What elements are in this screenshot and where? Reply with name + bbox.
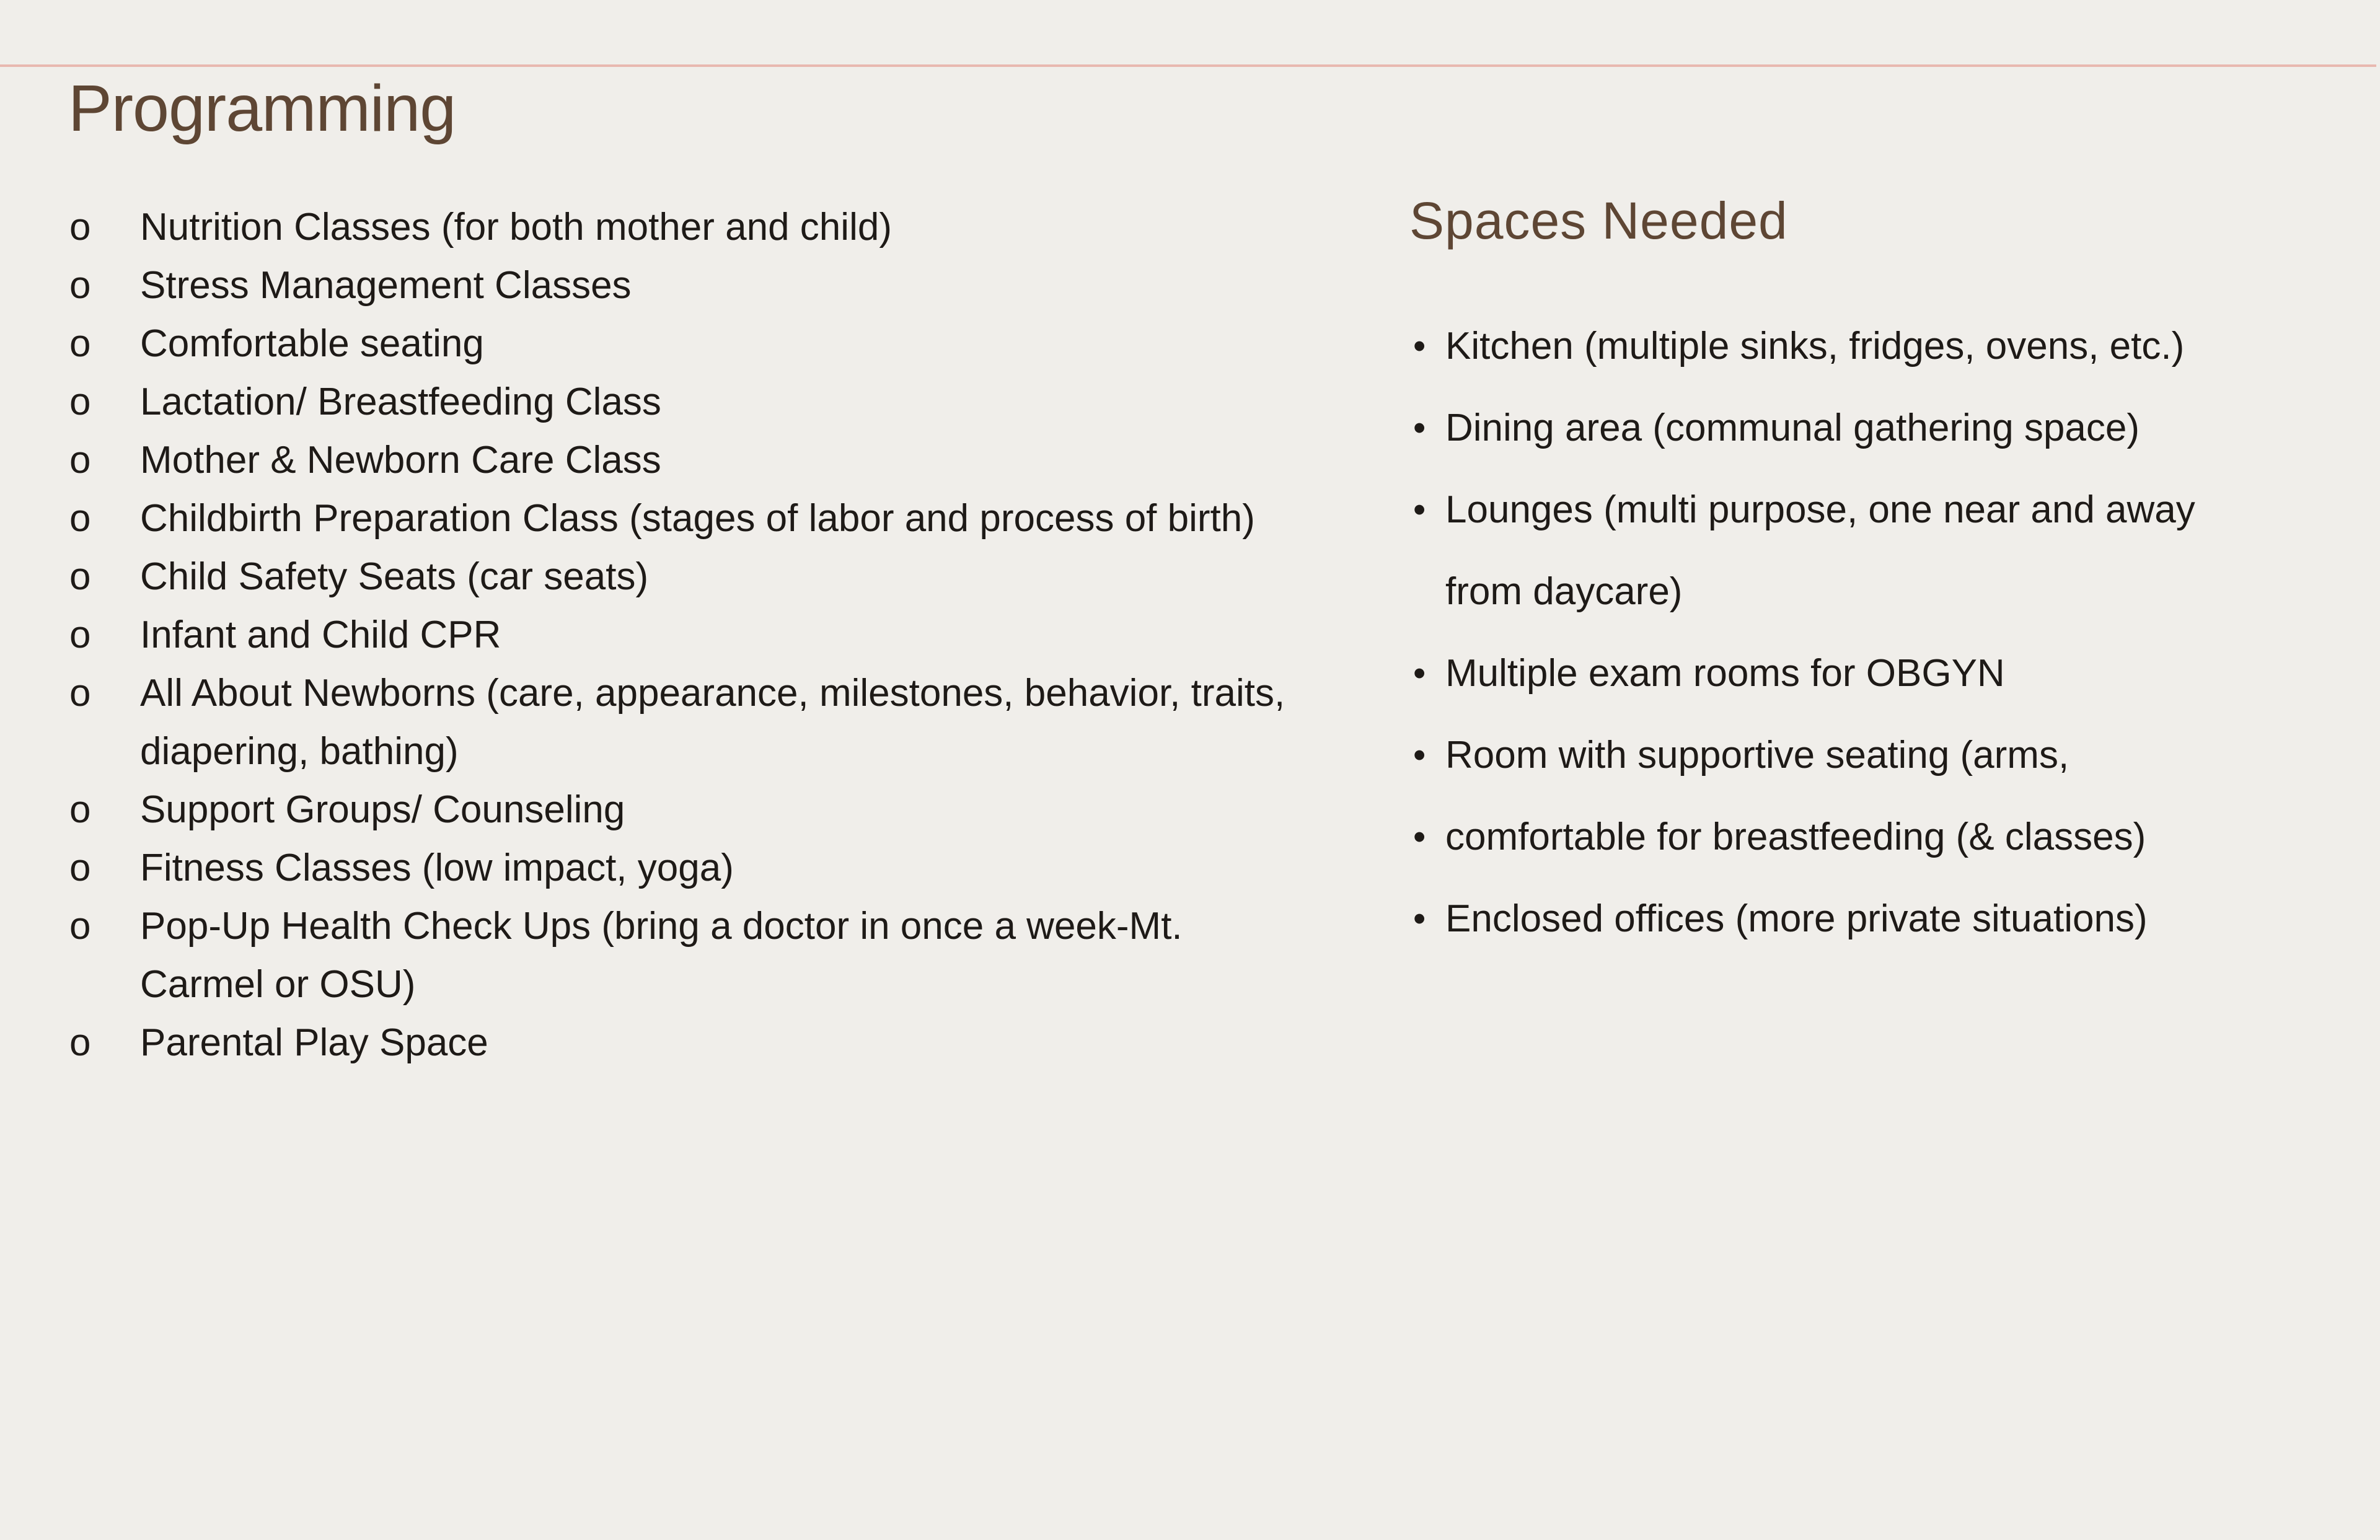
- bullet-icon: •: [1413, 735, 1426, 775]
- list-marker: o: [69, 788, 91, 831]
- bullet-icon: •: [1413, 326, 1426, 366]
- bullet-icon: •: [1413, 653, 1426, 693]
- programming-item: [69, 839, 1371, 897]
- programming-item: [69, 373, 1371, 431]
- list-marker: o: [69, 672, 91, 715]
- programming-item-text: Pop-Up Health Check Ups (bring a doctor in once a week-Mt. Carmel or OSU): [140, 905, 1183, 1006]
- programming-item-text: Lactation/ Breastfeeding Class: [140, 381, 661, 423]
- list-marker: o: [69, 847, 91, 889]
- list-marker: o: [69, 439, 91, 482]
- top-divider-line: [0, 64, 2376, 67]
- programming-item: [69, 548, 1371, 606]
- spaces-item: [1413, 633, 2343, 715]
- list-marker: o: [69, 497, 91, 540]
- spaces-needed-heading: Spaces Needed: [1409, 191, 1788, 250]
- programming-item-text: Infant and Child CPR: [140, 614, 501, 656]
- programming-item: [69, 315, 1371, 373]
- programming-item-text: Support Groups/ Counseling: [140, 788, 625, 831]
- spaces-item-text: Room with supportive seating (arms,: [1445, 734, 2069, 777]
- programming-item-text: Stress Management Classes: [140, 264, 632, 307]
- bullet-icon: •: [1413, 490, 1426, 530]
- programming-item: [69, 781, 1371, 839]
- spaces-item: [1413, 306, 2343, 387]
- spaces-item: [1413, 387, 2343, 469]
- programming-item-text: Child Safety Seats (car seats): [140, 555, 649, 598]
- spaces-item-text: Enclosed offices (more private situations): [1445, 897, 2148, 940]
- programming-item: [69, 1014, 1371, 1072]
- programming-item-text: All About Newborns (care, appearance, milestones, behavior, traits, diapering, bathing): [140, 672, 1285, 773]
- page-title: Programming: [68, 72, 456, 145]
- list-marker: o: [69, 264, 91, 307]
- spaces-item-text: Lounges (multi purpose, one near and away from daycare): [1445, 488, 2195, 613]
- list-marker: o: [69, 614, 91, 656]
- programming-item: [69, 257, 1371, 315]
- list-marker: o: [69, 905, 91, 948]
- spaces-item-text: comfortable for breastfeeding (& classes): [1445, 816, 2146, 858]
- bullet-icon: •: [1413, 899, 1426, 939]
- programming-item: [69, 664, 1371, 781]
- programming-item: [69, 431, 1371, 490]
- programming-item-text: Childbirth Preparation Class (stages of labor and process of birth): [140, 497, 1255, 540]
- spaces-item: [1413, 715, 2343, 796]
- programming-item: [69, 606, 1371, 664]
- list-marker: o: [69, 322, 91, 365]
- programming-item: [69, 490, 1371, 548]
- programming-item-text: Fitness Classes (low impact, yoga): [140, 847, 734, 889]
- spaces-item: [1413, 796, 2343, 878]
- programming-item-text: Nutrition Classes (for both mother and child): [140, 206, 892, 249]
- list-marker: o: [69, 1021, 91, 1064]
- spaces-item-text: Dining area (communal gathering space): [1445, 407, 2140, 449]
- programming-item: [69, 897, 1371, 1014]
- list-marker: o: [69, 555, 91, 598]
- programming-item-text: Parental Play Space: [140, 1021, 488, 1064]
- programming-item-text: Comfortable seating: [140, 322, 484, 365]
- list-marker: o: [69, 206, 91, 249]
- spaces-needed-list: [1413, 306, 2343, 960]
- programming-list: [69, 198, 1371, 1072]
- programming-item-text: Mother & Newborn Care Class: [140, 439, 661, 482]
- programming-item: [69, 198, 1371, 257]
- spaces-item-text: Kitchen (multiple sinks, fridges, ovens, etc.): [1445, 325, 2185, 367]
- bullet-icon: •: [1413, 408, 1426, 448]
- bullet-icon: •: [1413, 817, 1426, 857]
- spaces-item: [1413, 469, 2343, 633]
- spaces-item: [1413, 878, 2343, 960]
- list-marker: o: [69, 381, 91, 423]
- spaces-item-text: Multiple exam rooms for OBGYN: [1445, 652, 2005, 695]
